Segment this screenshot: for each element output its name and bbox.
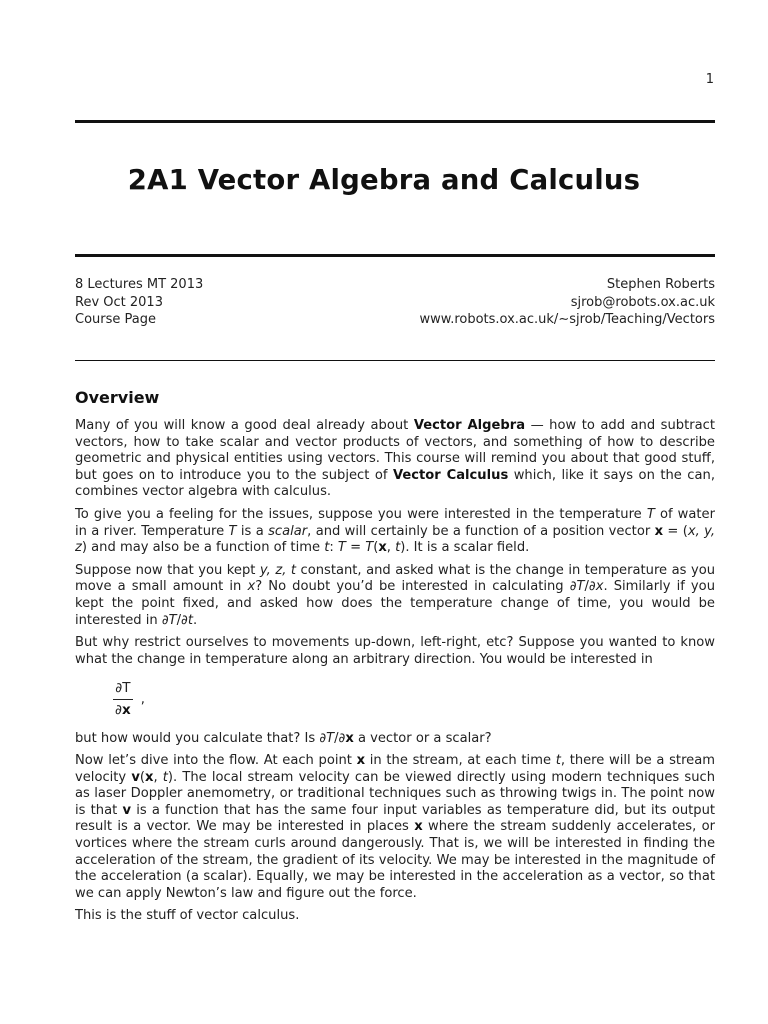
author-name: Stephen Roberts xyxy=(606,277,715,292)
paragraph-5: but how would you calculate that? Is ∂T/∂x a vector or a scalar? xyxy=(75,730,492,746)
page-number: 1 xyxy=(705,72,714,87)
course-url: www.robots.ox.ac.uk/∼sjrob/Teaching/Vectors xyxy=(419,312,715,327)
fraction-numerator: ∂T xyxy=(115,680,131,697)
paragraph-4: But why restrict ourselves to movements up-down, left-right, etc? Suppose you wanted to know what the change in temperature along an arbitrary direction. You would be interested in xyxy=(75,635,715,667)
paragraph-6: Now let’s dive into the flow. At each point x in the stream, at each time t, there will be a stream velocity v(x, t). The local stream velocity can be viewed directly using modern techniques such as laser Doppler anemometry, or traditional techniques such as throwing twigs in. The point now is that v is a function that has the same four input variables as temperature did, but its output result is a vector. We may be interested in places x where the stream suddenly accelerates, or vortices where the stream curls around dangerously. That is, we will be interested in finding the acceleration of the stream, the gradient of its velocity. We may be interested in the magnitude of the acceleration (a scalar). Equally, we may be interested in the acceleration as a vector, so that we can apply Newton’s law and figure out the force. xyxy=(75,753,716,901)
section-heading-overview: Overview xyxy=(75,388,160,407)
fraction-bar xyxy=(113,699,133,700)
author-email: sjrob@robots.ox.ac.uk xyxy=(570,294,715,310)
paragraph-7: This is the stuff of vector calculus. xyxy=(75,908,300,924)
author-info xyxy=(419,276,715,329)
overview-body xyxy=(75,418,715,931)
course-info xyxy=(75,276,203,329)
course-page-label: Course Page xyxy=(75,312,156,327)
paragraph-2: To give you a feeling for the issues, suppose you were interested in the temperature T of water in a river. Temperature T is a scalar, and will certainly be a function of a position vector x = (x, y, z) and may also be a function of time t: T = T(x, t). It is a scalar field. xyxy=(75,506,715,556)
paragraph-1: Many of you will know a good deal already about Vector Algebra — how to add and subtract vectors, how to take scalar and vector products of vectors, and something of how to describe geometric and physical entities using vectors. This course will remind you about that good stuff, but goes on to introduce you to the subject of Vector Calculus which, like it says on the can, combines vector algebra with calculus. xyxy=(75,418,715,500)
equation-comma: , xyxy=(140,692,145,708)
meta-rule xyxy=(75,360,715,361)
equation-dT-dx xyxy=(75,674,715,730)
document-title: 2A1 Vector Algebra and Calculus xyxy=(127,164,641,196)
course-revision: Rev Oct 2013 xyxy=(75,294,163,310)
top-rule xyxy=(75,120,715,123)
title-rule xyxy=(75,254,715,257)
course-lectures: 8 Lectures MT 2013 xyxy=(75,277,204,292)
fraction-denominator: ∂x xyxy=(115,701,131,718)
paragraph-3: Suppose now that you kept y, z, t constant, and asked what is the change in temperature as you move a small amount in x? No doubt you’d be interested in calculating ∂T/∂x. Similarly if you kept the point fixed, and asked how does the temperature change of time, you would be interested in ∂T/∂t. xyxy=(75,562,716,628)
fraction xyxy=(113,680,133,718)
